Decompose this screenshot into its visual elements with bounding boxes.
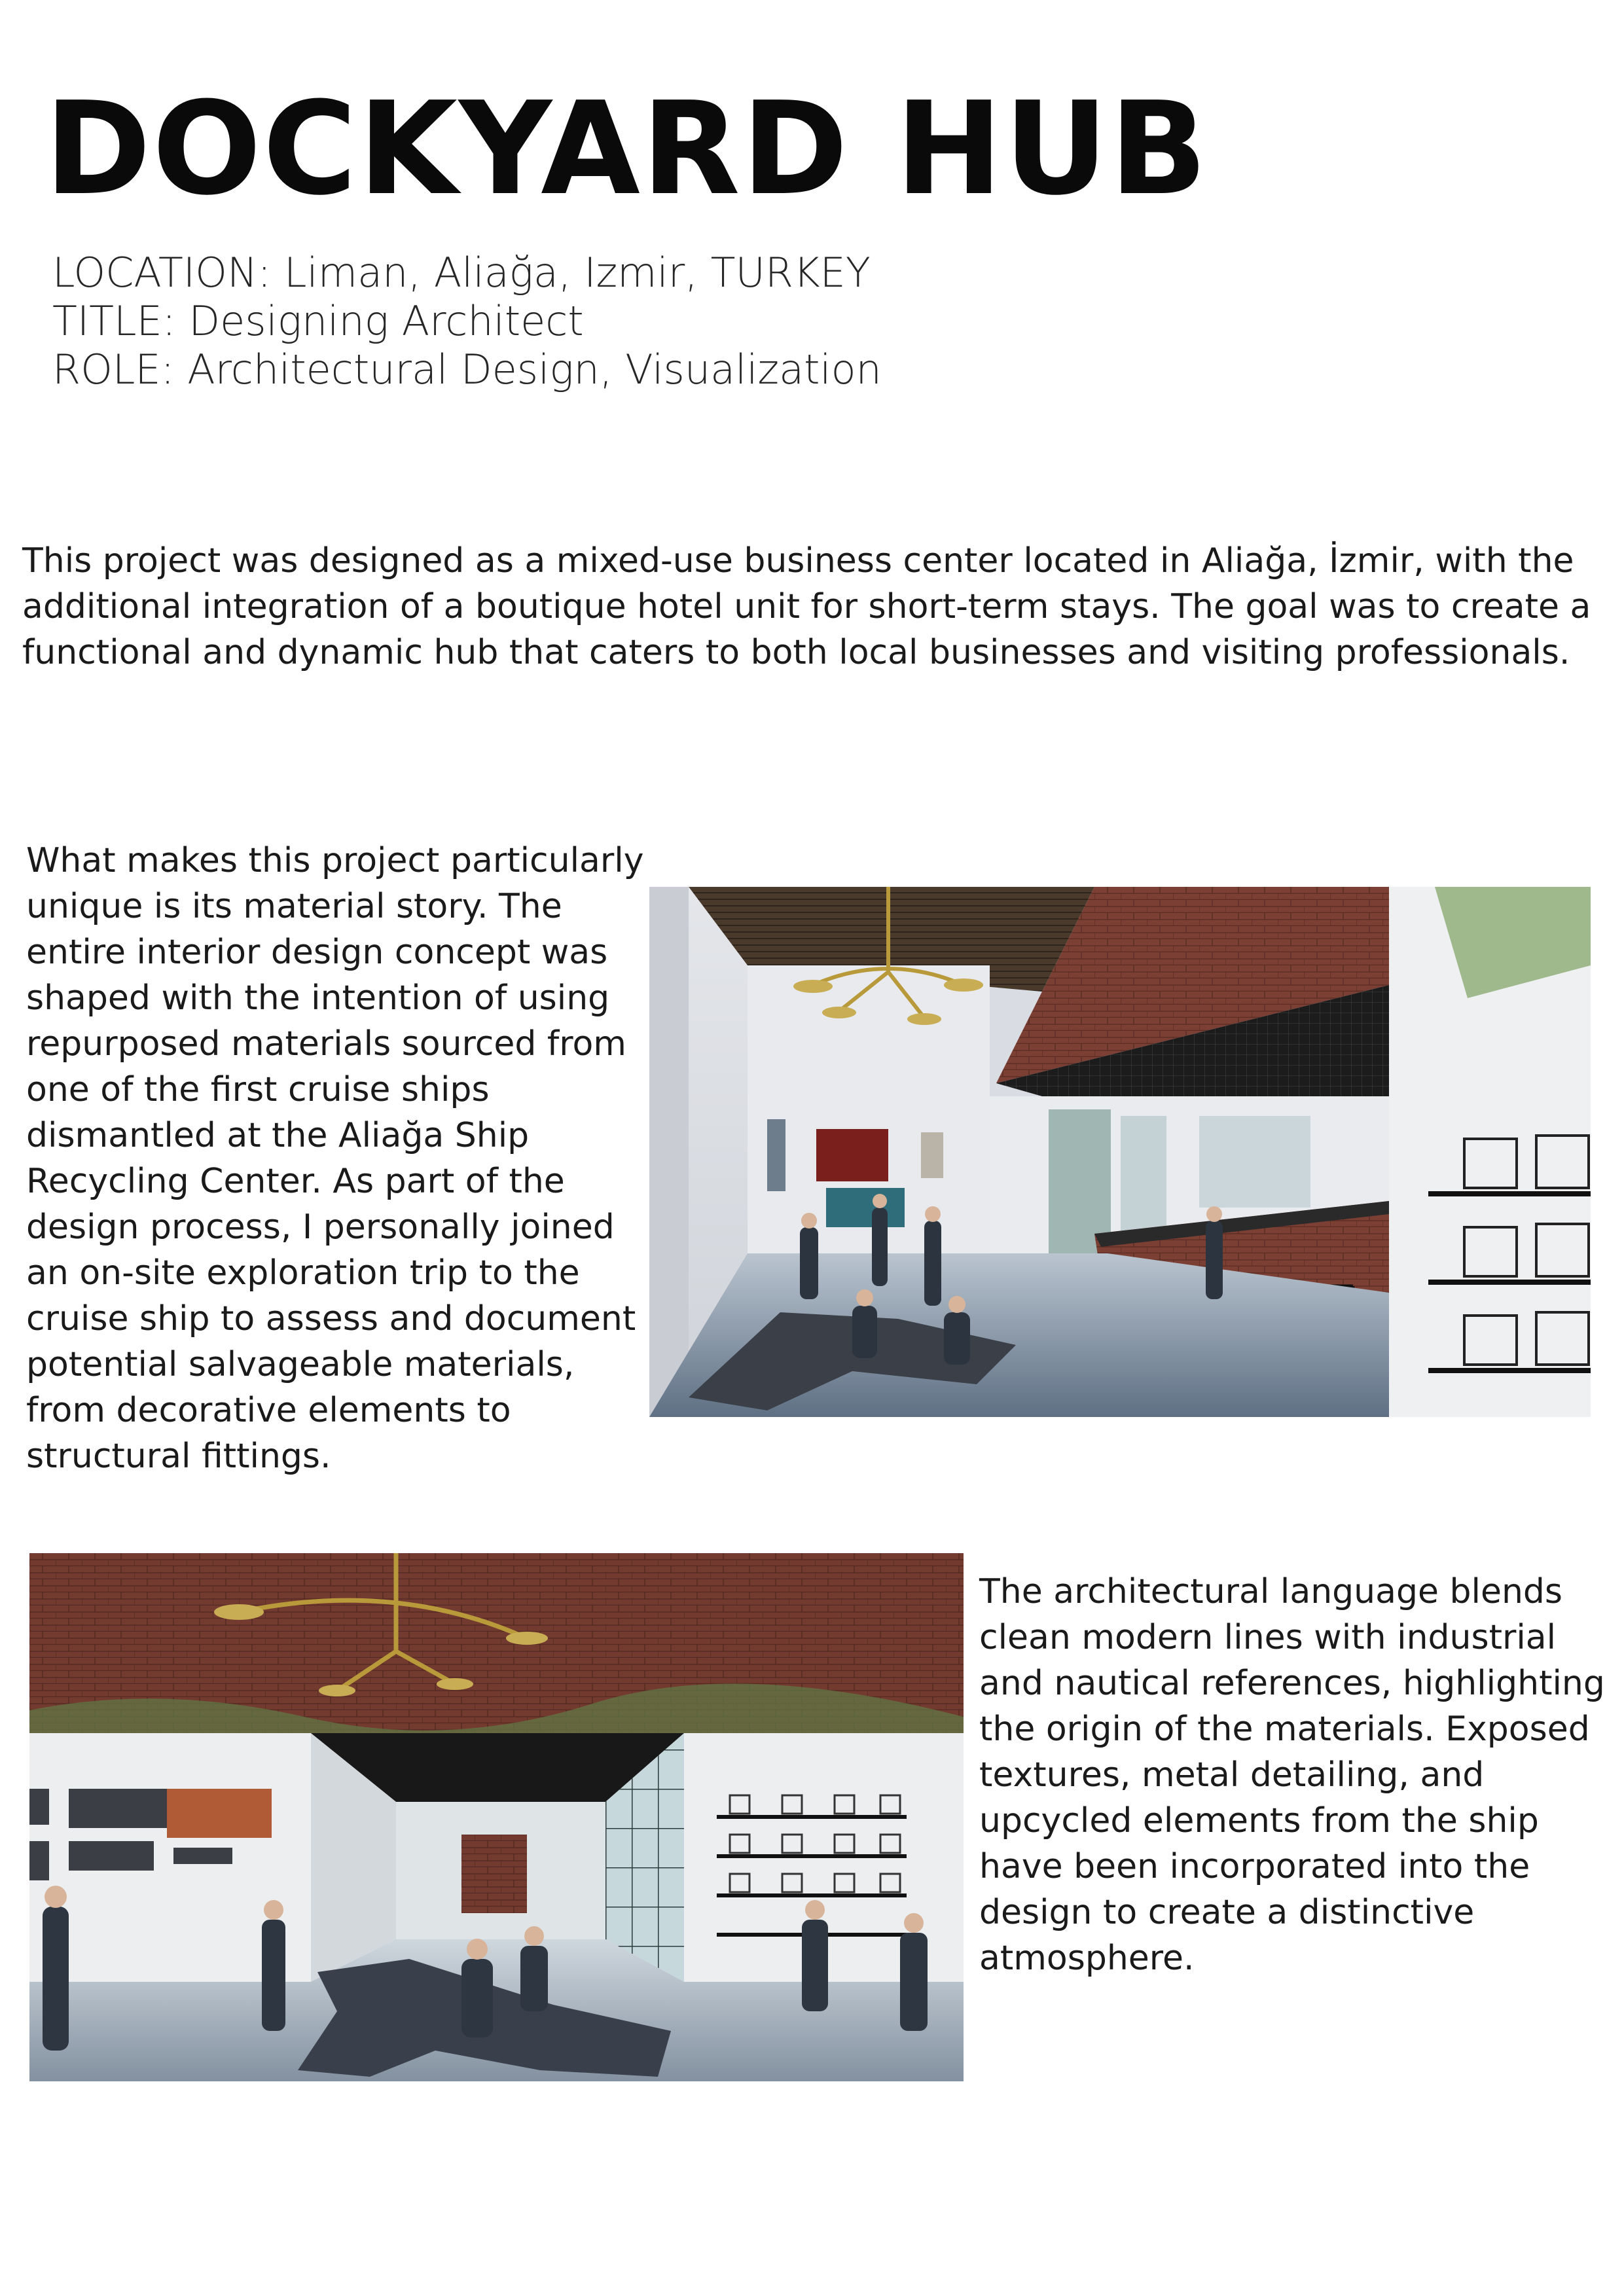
location-line: LOCATION: Liman, Aliağa, Izmir, TURKEY — [52, 249, 871, 296]
architectural-language-paragraph: The architectural language blends clean modern lines with industrial and nautical references, highlighting the origin of the materials. Exposed textures, metal detailing, and upcycled elements from the ship have been incorporated into the design to create a distinctive atmosphere. — [979, 1572, 1605, 1978]
title-line: TITLE: Designing Architect — [52, 297, 584, 345]
project-meta — [52, 249, 882, 394]
interior-render-main-hall — [29, 1553, 964, 2081]
interior-render-lounge-bar — [649, 887, 1591, 1417]
intro-paragraph: This project was designed as a mixed-use business center located in Aliağa, İzmir, with the additional integration of a boutique hotel unit for short-term stays. The goal was to create a functional and dynamic hub that caters to both local businesses and visiting professionals. — [22, 541, 1591, 672]
page-title: DOCKYARD HUB — [45, 75, 1209, 224]
role-line: ROLE: Architectural Design, Visualization — [52, 346, 882, 393]
material-story-paragraph: What makes this project particularly unique is its material story. The entire interior design concept was shaped with the intention of using repurposed materials sourced from one of the first cruise ships dismantled at the Aliağa Ship Recycling Center. As part of the design process, I personally joined an on-site exploration trip to the cruise ship to assess and document potential salvageable materials, from decorative elements to structural fittings. — [26, 841, 644, 1476]
